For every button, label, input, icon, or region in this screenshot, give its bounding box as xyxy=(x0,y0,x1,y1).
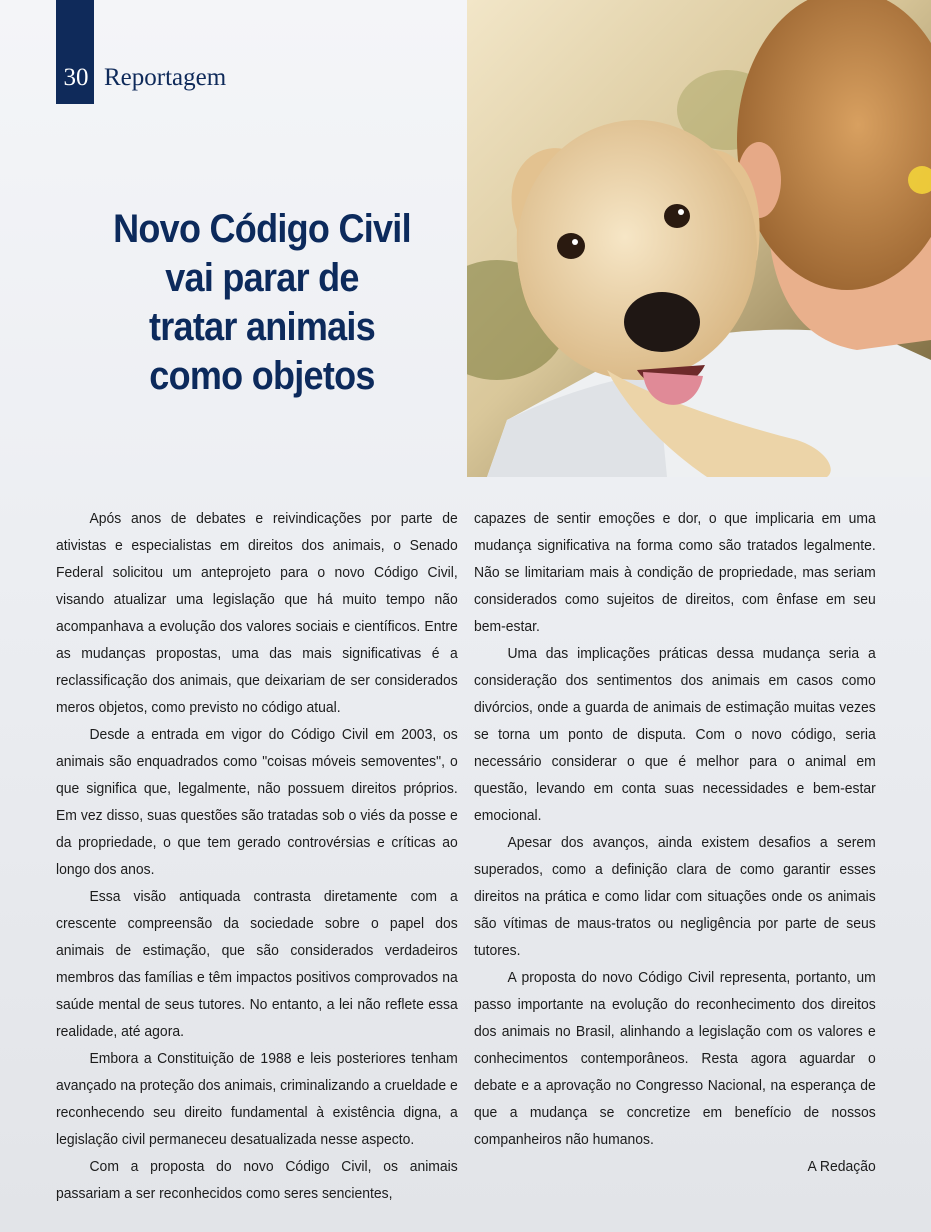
paragraph: Embora a Constituição de 1988 e leis posteriores tenham avançado na proteção dos animais, criminalizando a crueldade e reconhecendo seu direito fundamental à existência digna, a legislação civil permaneceu desatualizada nesse aspecto. xyxy=(56,1050,458,1148)
title-line: tratar animais xyxy=(148,305,376,349)
page-number: 30 xyxy=(63,64,89,91)
paragraph-continuation: capazes de sentir emoções e dor, o que implicaria em uma mudança significativa na forma como são tratados legalmente. Não se limitariam mais à condição de propriedade, mas seriam considerados como sujeitos de direitos, com ênfase em seu bem-estar. xyxy=(474,510,876,635)
title-line: Novo Código Civil xyxy=(113,207,411,251)
paragraph: A proposta do novo Código Civil representa, portanto, um passo importante na evolução do reconhecimento dos direitos dos animais no Brasil, alinhando a legislação com os valores e conhecimentos contemporâneos. Resta agora aguardar o debate e a aprovação no Congresso Nacional, na esperança de que a mudança se concretize em benefício de nossos companheiros não humanos. xyxy=(474,969,876,1148)
article-right-column xyxy=(474,505,876,1180)
paragraph: Com a proposta do novo Código Civil, os animais passariam a ser reconhecidos como seres sencientes, xyxy=(56,1158,458,1202)
paragraph: Após anos de debates e reivindicações por parte de ativistas e especialistas em direitos dos animais, o Senado Federal solicitou um anteprojeto para o novo Código Civil, visando atualizar uma legislação que há muito tempo não acompanhava a evolução dos valores sociais e científicos. Entre as mudanças propostas, uma das mais significativas é a reclassificação dos animais, que deixariam de ser considerados meros objetos, como previsto no código atual. xyxy=(56,510,458,716)
paragraph: Desde a entrada em vigor do Código Civil em 2003, os animais são enquadrados como "coisas móveis semoventes", o que significa que, legalmente, não possuem direitos próprios. Em vez disso, suas questões são tratadas sob o viés da posse e da propriedade, o que tem gerado controvérsias e críticas ao longo dos anos. xyxy=(56,726,458,878)
article-left-column xyxy=(56,505,458,1207)
paragraph: Apesar dos avanços, ainda existem desafios a serem superados, como a definição clara de como garantir esses direitos na prática e como lidar com situações onde os animais são vítimas de maus-tratos ou negligência por parte de seus tutores. xyxy=(474,834,876,959)
author-signature: A Redação xyxy=(807,1158,876,1175)
section-label: Reportagem xyxy=(104,64,227,91)
paragraph: Uma das implicações práticas dessa mudança seria a consideração dos sentimentos dos animais em casos como divórcios, onde a guarda de animais de estimação muitas vezes se torna um ponto de disputa. Com o novo código, seria necessário considerar o que é melhor para o animal em questão, levando em conta suas necessidades e bem-estar emocional. xyxy=(474,645,876,824)
article-title xyxy=(104,205,421,401)
paragraph: Essa visão antiquada contrasta diretamente com a crescente compreensão da sociedade sobre o papel dos animais de estimação, que são considerados verdadeiros membros das famílias e têm impactos positivos comprovados na saúde mental de seus tutores. No entanto, a lei não reflete essa realidade, até agora. xyxy=(56,888,458,1040)
title-line: como objetos xyxy=(149,354,375,398)
dog-photo xyxy=(467,0,931,477)
title-line: vai parar de xyxy=(165,256,359,300)
